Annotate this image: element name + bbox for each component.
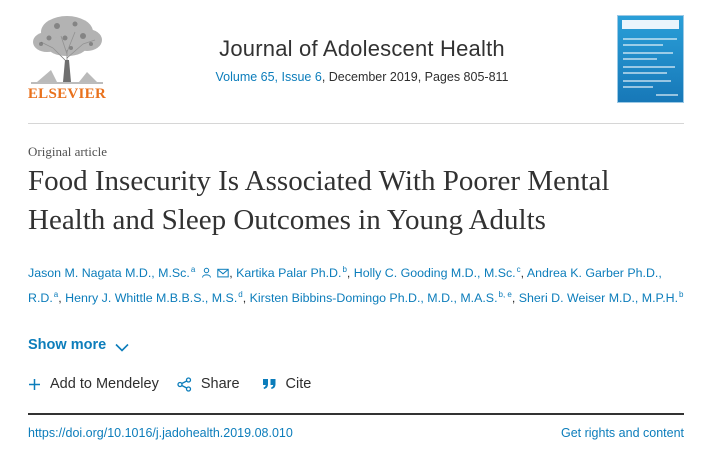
share-button[interactable] <box>177 376 240 392</box>
volume-issue-link[interactable]: Volume 65, Issue 6 <box>215 70 322 84</box>
affiliation-sup[interactable]: a <box>190 265 196 274</box>
journal-meta <box>150 70 574 84</box>
chevron-down-icon <box>115 343 129 352</box>
date-pages: , December 2019, Pages 805-811 <box>321 70 509 84</box>
header-divider <box>28 123 684 124</box>
share-label: Share <box>200 376 240 392</box>
plus-icon <box>28 378 41 391</box>
article-title: Food Insecurity Is Associated With Poorer Mental Health and Sleep Outcomes in Young Adults <box>28 165 610 236</box>
author-link[interactable]: Jason M. Nagata M.D., M.Sc. <box>28 266 190 280</box>
article-type: Original article <box>28 144 108 159</box>
affiliation-sup[interactable]: c <box>516 265 521 274</box>
author-link[interactable]: Andrea K. Garber Ph.D., R.D. <box>28 266 662 305</box>
author-list: Jason M. Nagata M.D., M.Sc.$^a$ , Kartika Palar Ph.D.$^b$, Holly C. Gooding M.D., M.Sc.$^c$, Andrea K. Garber Ph.D., R.D.$^a$, Henry J. Whittle M.B.B.S., M.S.$^d$, Kirsten Bibbins-Domingo Ph.D., M.D., M.A.S.$^{b, e}$, Sheri D. Weiser M.D., M.P.H.$^b$ <box>28 265 684 305</box>
affiliation-sup[interactable]: b, e <box>498 290 512 299</box>
toolbar-divider <box>28 413 684 415</box>
cite-button[interactable] <box>262 376 312 392</box>
show-more-button[interactable] <box>28 337 129 353</box>
affiliation-sup[interactable]: a <box>53 290 59 299</box>
elsevier-wordmark: ELSEVIER <box>27 86 107 102</box>
elsevier-tree-icon <box>27 12 107 84</box>
doi-link[interactable]: https://doi.org/10.1016/j.jadohealth.2019.08.010 <box>28 426 293 440</box>
author-link[interactable]: Kartika Palar Ph.D. <box>236 266 342 280</box>
author-link[interactable]: Kirsten Bibbins-Domingo Ph.D., M.D., M.A.S. <box>249 291 498 305</box>
rights-link[interactable]: Get rights and content <box>561 426 684 440</box>
journal-header <box>0 0 711 124</box>
affiliation-sup[interactable]: b <box>679 290 684 299</box>
show-more-label: Show more <box>28 337 107 353</box>
elsevier-logo[interactable] <box>27 12 107 104</box>
add-to-mendeley-button[interactable] <box>28 376 159 392</box>
affiliation-sup[interactable]: d <box>238 290 243 299</box>
share-icon <box>177 377 192 392</box>
journal-title[interactable]: Journal of Adolescent Health <box>219 36 505 61</box>
journal-info <box>150 36 574 84</box>
author-link[interactable]: Henry J. Whittle M.B.B.S., M.S. <box>65 291 238 305</box>
affiliation-sup[interactable]: b <box>342 265 347 274</box>
journal-cover-image[interactable] <box>617 15 684 103</box>
author-link[interactable]: Holly C. Gooding M.D., M.Sc. <box>353 266 516 280</box>
mail-icon[interactable] <box>217 268 229 278</box>
person-icon[interactable] <box>201 267 212 278</box>
cite-label: Cite <box>285 376 312 392</box>
article-toolbar <box>28 376 311 392</box>
quote-icon <box>262 378 277 390</box>
cover-masthead <box>622 20 679 29</box>
mendeley-label: Add to Mendeley <box>50 376 159 392</box>
author-link[interactable]: Sheri D. Weiser M.D., M.P.H. <box>518 291 679 305</box>
